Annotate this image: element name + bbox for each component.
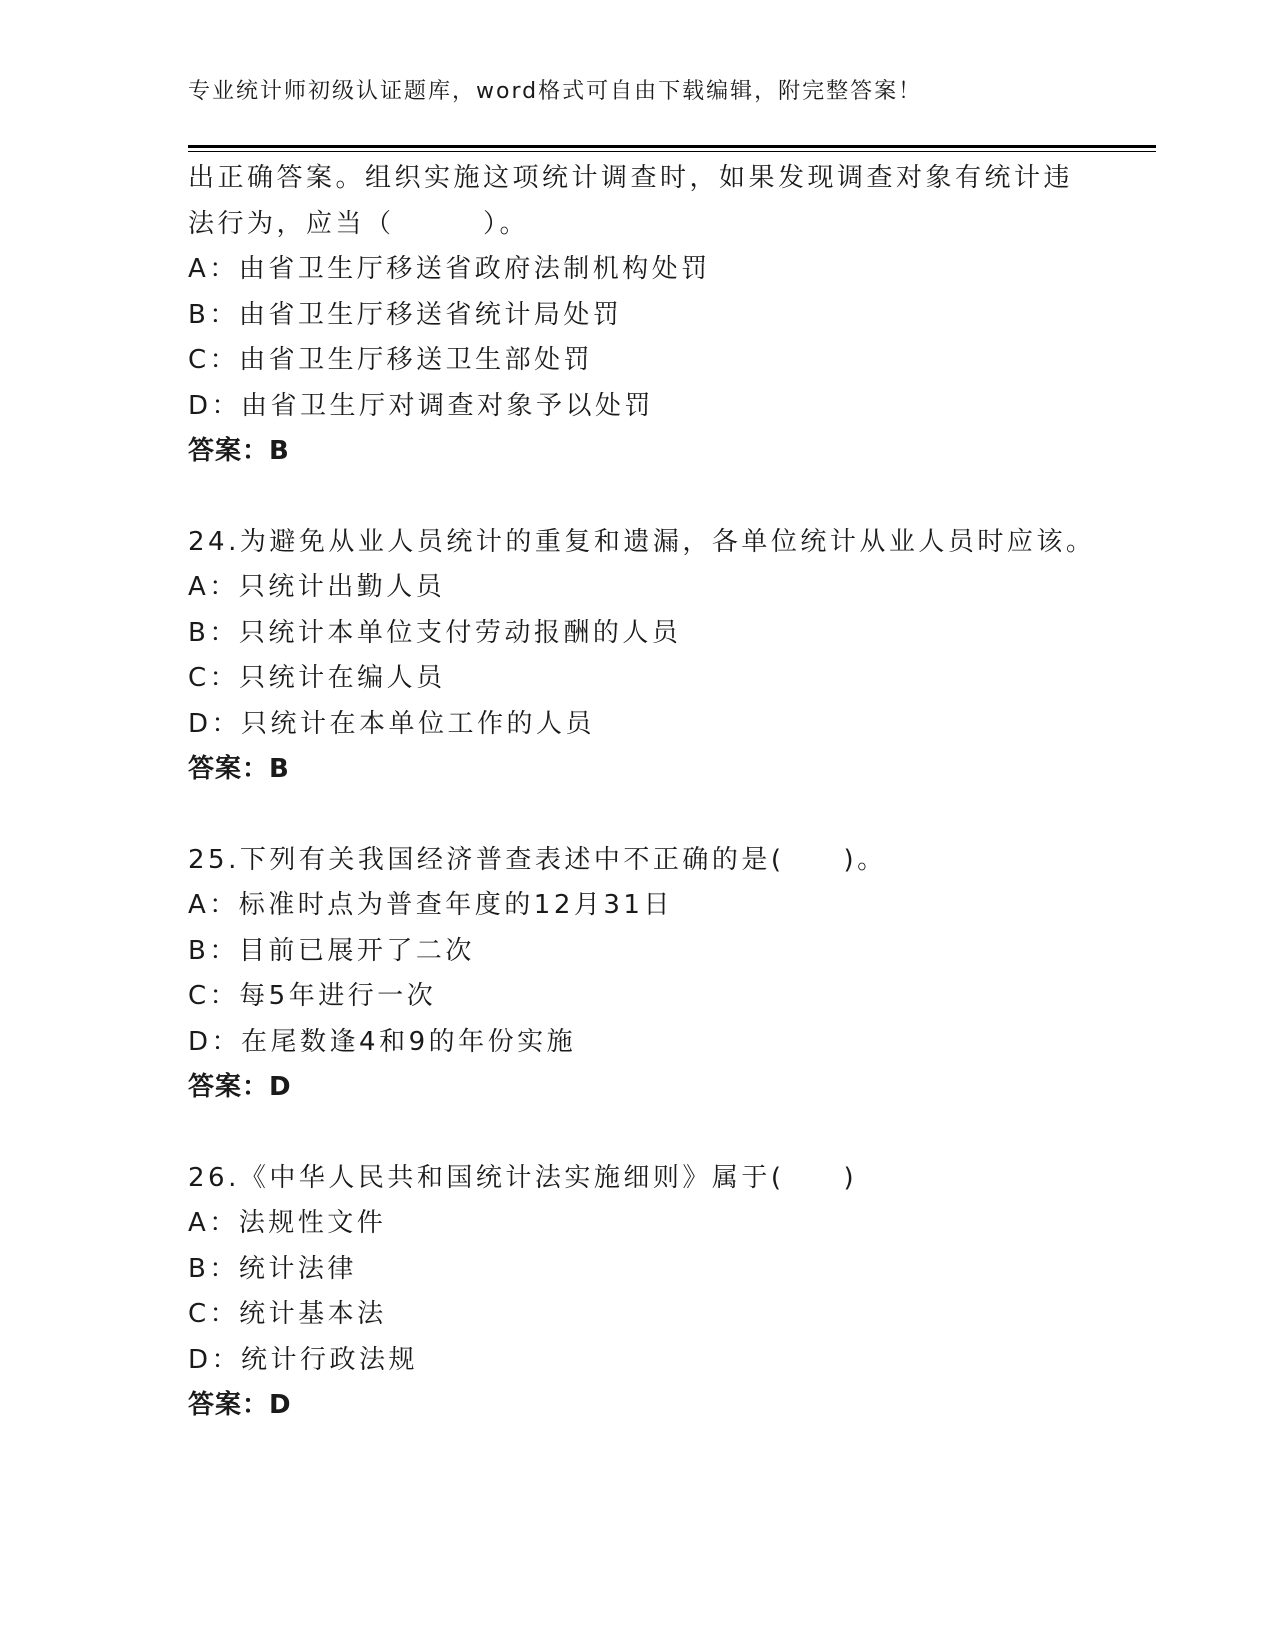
- question-26: [188, 1156, 1128, 1429]
- answer: 答案：D: [188, 1390, 292, 1420]
- spacer: [188, 475, 1128, 520]
- answer: 答案：B: [188, 754, 290, 784]
- option-d: D：在尾数逢4和9的年份实施: [188, 1026, 577, 1057]
- option-a: A：法规性文件: [188, 1208, 387, 1238]
- question-24: [188, 520, 1128, 793]
- option-d: D：只统计在本单位工作的人员: [188, 708, 596, 739]
- header-rule-thick: [188, 145, 1156, 148]
- option-b: B：统计法律: [188, 1253, 357, 1284]
- option-a: A：只统计出勤人员: [188, 572, 446, 602]
- question-stem: 24.为避免从业人员统计的重复和遗漏，各单位统计从业人员时应该。: [188, 526, 1096, 557]
- answer: 答案：B: [188, 436, 290, 466]
- header-rule-thin: [188, 151, 1156, 152]
- question-stem-continued: 法行为，应当（ ）。: [188, 208, 530, 239]
- option-b: B：目前已展开了二次: [188, 935, 475, 966]
- option-a: A：由省卫生厅移送省政府法制机构处罚: [188, 254, 711, 284]
- option-c: C：统计基本法: [188, 1299, 387, 1329]
- question-stem: 出正确答案。组织实施这项统计调查时，如果发现调查对象有统计违: [188, 163, 1074, 193]
- option-b: B：由省卫生厅移送省统计局处罚: [188, 299, 623, 330]
- page-header: 专业统计师初级认证题库，word格式可自由下载编辑，附完整答案！: [188, 79, 923, 104]
- question-stem: 26.《中华人民共和国统计法实施细则》属于( ): [188, 1162, 858, 1193]
- option-c: C：只统计在编人员: [188, 663, 446, 693]
- option-c: C：由省卫生厅移送卫生部处罚: [188, 345, 594, 375]
- spacer: [188, 1111, 1128, 1156]
- option-a: A：标准时点为普查年度的12月31日: [188, 890, 673, 920]
- question-stem: 25.下列有关我国经济普查表述中不正确的是( )。: [188, 844, 887, 875]
- option-d: D：由省卫生厅对调查对象予以处罚: [188, 390, 655, 421]
- answer: 答案：D: [188, 1072, 292, 1102]
- document-body: [188, 156, 1128, 1429]
- question-25: [188, 838, 1128, 1111]
- spacer: [188, 793, 1128, 838]
- question-23: [188, 156, 1128, 475]
- option-c: C：每5年进行一次: [188, 981, 437, 1011]
- option-b: B：只统计本单位支付劳动报酬的人员: [188, 617, 682, 648]
- option-d: D：统计行政法规: [188, 1344, 419, 1375]
